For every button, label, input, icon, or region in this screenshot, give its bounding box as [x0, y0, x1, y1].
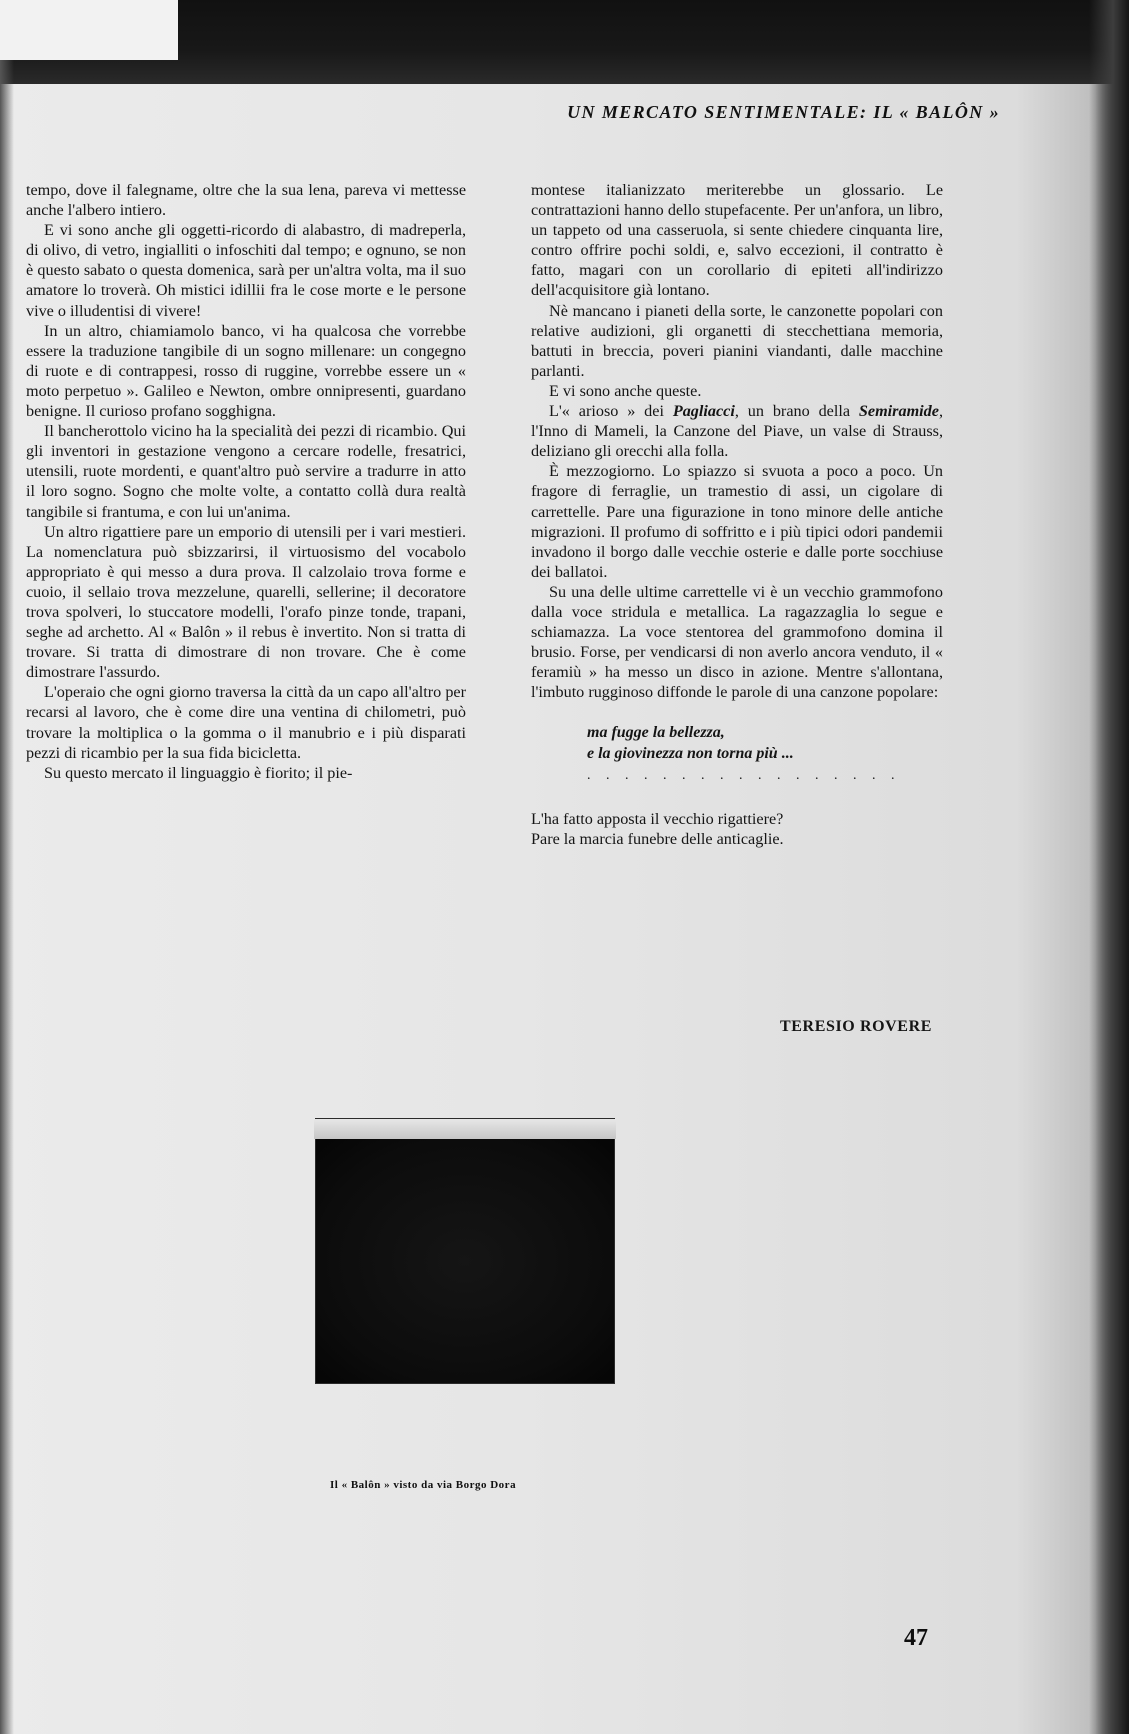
photo-caption: Il « Balôn » visto da via Borgo Dora — [330, 1479, 517, 1491]
paragraph-operas — [531, 401, 943, 461]
paragraph: Su una delle ultime carrettelle vi è un vecchio grammofono dalla voce stridula e metallica. La ragazzaglia lo segue e schiamazza. La voce stentorea del grammofono domina il brusio. Forse, per vendicarsi di non averlo ancora venduto, il « feramiù » ha messo un disco in azione. Mentre s'allontana, l'imbuto rugginoso diffonde le parole di una canzone popolare: — [531, 582, 943, 702]
text-span: L'« arioso » dei — [549, 402, 673, 421]
scan-corner-tab — [0, 0, 178, 60]
verse-line: e la giovinezza non torna più ... — [587, 745, 794, 763]
paragraph: Un altro rigattiere pare un emporio di utensili per i vari mestieri. La nomenclatura può sbizzarirsi, il virtuosismo del vocabolo appropriato è qui messo a dura prova. Il calzolaio trova forme e cuoio, il sellaio trova mezzelune, quarelli, sellerine; il decoratore trova spolveri, lo stuccatore modelli, l'orafo pinze tonde, trapani, seghe ad archetto. Al « Balôn » il rebus è invertito. Non si tratta di trovare. Si tratta di dimostrare di non trovare. Che è come dimostrare l'assurdo. — [26, 522, 466, 682]
left-column — [26, 180, 466, 783]
closing-line: L'ha fatto apposta il vecchio rigattiere? — [531, 809, 784, 828]
paragraph: montese italianizzato meriterebbe un glossario. Le contrattazioni hanno dello stupefacente. Per un'anfora, un libro, un tappeto od una casseruola, si sente chiedere cinquanta lire, contro offrire pochi soldi, e, salvo eccezioni, il contratto è fatto, magari con un corollario di epiteti all'indirizzo dell'acquisitore già lontano. — [531, 181, 943, 300]
paragraph: Nè mancano i pianeti della sorte, le canzonette popolari con relative audizioni, gli organetti di stecchettiana memoria, battuti in breccia, poveri pianini viandanti, dalle macchine parlanti. — [531, 301, 943, 380]
verse-ellipsis: . . . . . . . . . . . . . . . . . — [587, 768, 901, 784]
verse-line: ma fugge la bellezza, — [587, 724, 725, 742]
paragraph: tempo, dove il falegname, oltre che la sua lena, pareva vi mettesse anche l'albero intiero. — [26, 181, 466, 220]
closing-line: Pare la marcia funebre delle anticaglie. — [531, 829, 784, 848]
paragraph: Su questo mercato il linguaggio è fiorito; il pie- — [44, 763, 353, 782]
opera-title-semiramide: Semiramide — [858, 402, 939, 421]
paragraph: E vi sono anche queste. — [549, 381, 702, 400]
paragraph: Il bancherottolo vicino ha la specialità dei pezzi di ricambio. Qui gli inventori in gestazione vengono a cercare rodelle, fresatrici, utensili, ruote mordenti, e quant'altro può servire a tradurre in atto il loro sogno. Sogno che molte volte, a contatto collà dura realtà tangibile si frantuma, e con lui un'anima. — [26, 422, 466, 521]
author-signature: TERESIO ROVERE — [780, 1018, 932, 1035]
text-span: , un brano della — [734, 402, 859, 421]
page-number: 47 — [904, 1625, 928, 1651]
paragraph: L'operaio che ogni giorno traversa la città da un capo all'altro per recarsi al lavoro, che è come dire una ventina di chilometri, può trovare la moltiplica o la gomma o il manubrio e i più disparati pezzi di ricambio per la sua fida bicicletta. — [26, 683, 466, 762]
text-span: , l'Inno di Mameli, la Canzone del Piave, un valse di Strauss, deliziano gli orecchi alla folla. — [531, 402, 943, 461]
photo-balon-market — [316, 1119, 614, 1383]
paragraph: È mezzogiorno. Lo spiazzo si svuota a poco a poco. Un fragore di ferraglie, un tramestio di assi, un cigolare di carrettelle. Pare una figurazione in tono minore delle antiche migrazioni. Il profumo di soffritto e i più tipici odori pandemii invadono il borgo dalle vecchie osterie e dalle porte socchiuse dei ballatoi. — [531, 462, 943, 581]
running-header: UN MERCATO SENTIMENTALE: IL « BALÔN » — [567, 102, 1000, 122]
paragraph: E vi sono anche gli oggetti-ricordo di alabastro, di madreperla, di olivo, di vetro, ingialliti o infoschiti dal tempo; e ognuno, se non è questo sabato o questa domenica, sarà per un'altra volta, ma il suo amatore lo troverà. Oh mistici idillii fra le cose morte e le persone vive o illudentisi di vivere! — [26, 221, 466, 320]
scan-edge-right — [1089, 0, 1129, 1734]
paragraph: In un altro, chiamiamolo banco, vi ha qualcosa che vorrebbe essere la traduzione tangibile di un sogno millenare: un congegno di ruote e di contrappesi, rosso di ruggine, vorrebbe essere un « moto perpetuo ». Galileo e Newton, ombre onnipresenti, guardano benigne. Il curioso profano sogghigna. — [26, 321, 466, 421]
opera-title-pagliacci: Pagliacci — [672, 402, 735, 421]
scan-edge-left — [0, 60, 14, 1734]
right-column — [531, 180, 943, 849]
song-verse — [587, 722, 943, 764]
closing-lines — [531, 809, 943, 849]
